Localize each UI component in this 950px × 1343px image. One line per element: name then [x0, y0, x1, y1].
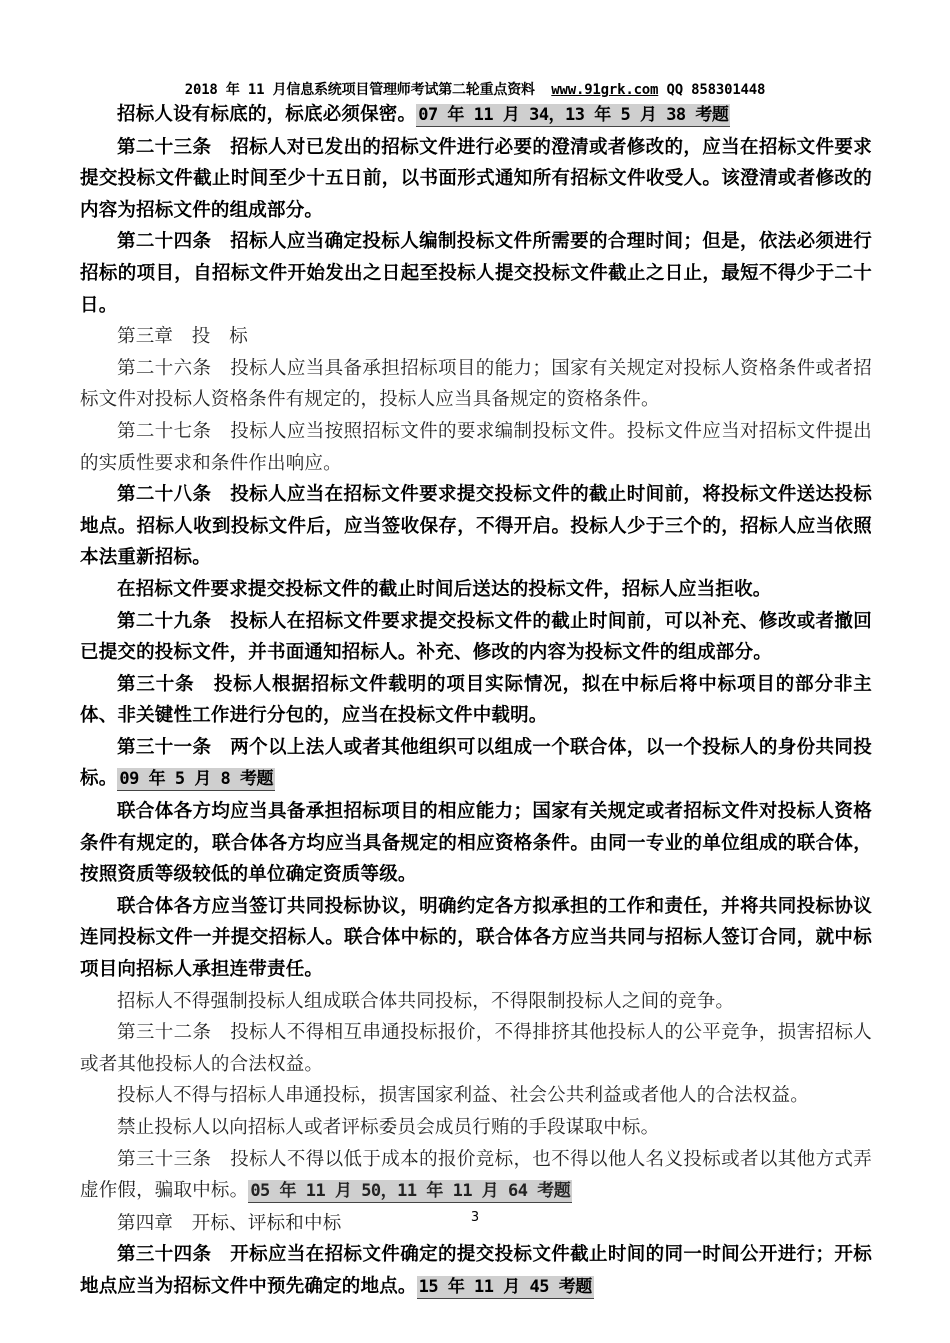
- exam-reference-highlight: 09 年 5 月 8 考题: [119, 769, 274, 790]
- paragraph: [80, 132, 872, 227]
- paragraph-text: 第三十条 投标人根据招标文件载明的项目实际情况，拟在中标后将中标项目的部分非主体、非关键性工作进行分包的，应当在投标文件中载明。: [80, 673, 872, 727]
- exam-reference-highlight: 15 年 11 月 45 考题: [418, 1276, 592, 1297]
- paragraph: [80, 226, 872, 321]
- paragraph: [80, 891, 872, 986]
- paragraph: [80, 1239, 872, 1303]
- paragraph: [80, 1080, 872, 1112]
- paragraph-text: 禁止投标人以向招标人或者评标委员会成员行贿的手段谋取中标。: [117, 1117, 660, 1138]
- paragraph: [80, 574, 872, 606]
- paragraph: [80, 1112, 872, 1144]
- paragraph-text: 第四章 开标、评标和中标: [117, 1212, 342, 1234]
- paragraph-text: 在招标文件要求提交投标文件的截止时间后送达的投标文件，招标人应当拒收。: [117, 578, 772, 600]
- paragraph: [80, 1017, 872, 1080]
- paragraph-text: 第二十六条 投标人应当具备承担招标项目的能力；国家有关规定对投标人资格条件或者招标文件对投标人资格条件有规定的，投标人应当具备规定的资格条件。: [80, 357, 872, 411]
- paragraph: [80, 99, 872, 132]
- page-number: 3: [470, 1210, 480, 1225]
- exam-reference-highlight: 07 年 11 月 34，13 年 5 月 38 考题: [418, 105, 729, 125]
- header-site-link[interactable]: www.91grk.com: [551, 82, 659, 98]
- paragraph-text: 第二十四条 招标人应当确定投标人编制投标文件所需要的合理时间；但是，依法必须进行招标的项目，自招标文件开始发出之日起至投标人提交投标文件截止之日止，最短不得少于二十日。: [80, 231, 872, 316]
- paragraph-text: 联合体各方均应当具备承担招标项目的相应能力；国家有关规定或者招标文件对投标人资格条件有规定的，联合体各方均应当具备规定的相应资格条件。由同一专业的单位组成的联合体，按照资质等级较低的单位确定资质等级。: [80, 801, 872, 886]
- paragraph-text: 第二十九条 投标人在招标文件要求提交投标文件的截止时间前，可以补充、修改或者撤回已提交的投标文件，并书面通知招标人。补充、修改的内容为投标文件的组成部分。: [80, 610, 872, 664]
- paragraph: [80, 479, 872, 574]
- paragraph-text: 招标人不得强制投标人组成联合体共同投标，不得限制投标人之间的竞争。: [117, 990, 735, 1012]
- paragraph-text: 第三十四条 开标应当在招标文件确定的提交投标文件截止时间的同一时间公开进行；开标地点应当为招标文件中预先确定的地点。: [80, 1244, 872, 1297]
- paragraph: [80, 353, 872, 416]
- paragraph-text: 联合体各方应当签订共同投标协议，明确约定各方拟承担的工作和责任，并将共同投标协议连同投标文件一并提交招标人。联合体中标的，联合体各方应当共同与招标人签订合同，就中标项目向招标人承担连带责任。: [80, 895, 872, 981]
- paragraph: [80, 796, 872, 891]
- paragraph: [80, 669, 872, 732]
- paragraph-text: 招标人设有标底的，标底必须保密。: [117, 104, 417, 125]
- paragraph: [80, 986, 872, 1018]
- paragraph-text: 第三十一条 两个以上法人或者其他组织可以组成一个联合体，以一个投标人的身份共同投标。: [80, 736, 872, 790]
- paragraph-text: 第三十三条 投标人不得以低于成本的报价竞标，也不得以他人名义投标或者以其他方式弄虚作假，骗取中标。: [80, 1148, 872, 1202]
- document-body: [80, 99, 872, 1304]
- paragraph-text: 第三十二条 投标人不得相互串通投标报价，不得排挤其他投标人的公平竞争，损害招标人或者其他投标人的合法权益。: [80, 1022, 872, 1075]
- paragraph-text: 投标人不得与招标人串通投标，损害国家利益、社会公共利益或者他人的合法权益。: [117, 1085, 809, 1107]
- header-title: 2018 年 11 月信息系统项目管理师考试第二轮重点资料: [184, 82, 535, 98]
- paragraph-text: 第二十七条 投标人应当按照招标文件的要求编制投标文件。投标文件应当对招标文件提出的实质性要求和条件作出响应。: [80, 420, 872, 474]
- paragraph: [80, 321, 872, 353]
- paragraph: [80, 1144, 872, 1208]
- exam-reference-highlight: 05 年 11 月 50，11 年 11 月 64 考题: [250, 1181, 571, 1202]
- paragraph: [80, 606, 872, 669]
- paragraph-text: 第三章 投 标: [117, 326, 248, 348]
- paragraph: [80, 416, 872, 479]
- paragraph-text: 第二十三条 招标人对已发出的招标文件进行必要的澄清或者修改的，应当在招标文件要求提交投标文件截止时间至少十五日前，以书面形式通知所有招标文件收受人。该澄清或者修改的内容为招标文件的组成部分。: [80, 136, 872, 221]
- header-qq: QQ 858301448: [666, 82, 766, 98]
- page-header: [0, 79, 950, 99]
- paragraph-text: 第二十八条 投标人应当在招标文件要求提交投标文件的截止时间前，将投标文件送达投标地点。招标人收到投标文件后，应当签收保存，不得开启。投标人少于三个的，招标人应当依照本法重新招标。: [80, 484, 872, 569]
- paragraph: [80, 732, 872, 796]
